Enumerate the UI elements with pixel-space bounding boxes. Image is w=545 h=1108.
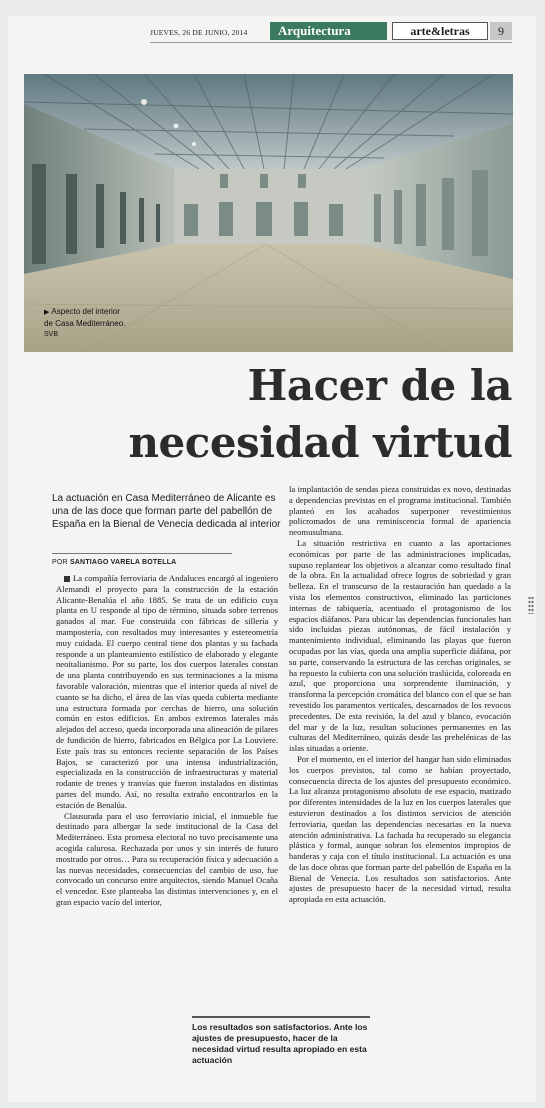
header-rule — [150, 42, 512, 43]
byline-author: SANTIAGO VARELA BOTELLA — [69, 559, 177, 566]
issue-date: JUEVES, 26 DE JUNIO, 2014 — [150, 28, 248, 37]
byline — [52, 559, 176, 566]
body-column-1 — [56, 573, 278, 908]
body-text: La compañía ferroviaria de Andaluces encargó al ingeniero Alemandi el proyecto para la construcción de la estación Alicante-Benalúa el año 1885. Se trata de un edificio cuya planta en U responde al tipo de término, situada sobre terrenos ganados al mar. Fue construida con fábricas de sillería y mampostería, con resultados muy interesantes y estereometría muy cuidada. El cuerpo central tiene dos plantas y su fachada responde a un planteamiento estilístico de elaborado y elegante neoitalianismo. Por su parte, los dos cuerpos laterales constan de una planta contribuyendo en sus terminaciones a la misma favorable valoración, mientras que el interior queda al nivel de cuanto se ha dicho, el área de las vías queda cubierta mediante una estructura formada por cerchas de hierro, una solución común en estos edificios. En ambos extremos laterales más alejados del acceso, queda incorporada una alineación de pilares de fundición de hierro, fabricados en Bélgica por La Louviere. Este país tras su entonces reciente separación de los Países Bajos, se caracterizó por una intensa industrialización, especializada en la construcción de infraestructuras y material rodante de trenes y tranvías que fueron instalados en distintas partes del mundo. Así, no resulta extraño encontrarlos en la estación de Benalúa. — [56, 573, 278, 810]
page-number: 9 — [490, 22, 512, 40]
headline-line-1: Hacer de la — [247, 361, 512, 410]
headline-line-2: necesidad virtud — [128, 418, 512, 467]
photo-credit: SVB — [44, 331, 59, 338]
byline-prefix: POR — [52, 559, 68, 566]
caption-line-2: de Casa Mediterráneo. — [44, 319, 126, 328]
paragraph-start-mark — [64, 576, 70, 582]
margin-dots — [528, 596, 534, 614]
body-paragraph: Clausurada para el uso ferroviario inicial, el inmueble fue destinado para albergar la sede institucional de la Casa del Mediterráneo. Esta promesa electoral no tuvo precisamente una acogida calurosa. Rechazada por unos y sin interés de futuro mostrado por otros… Para su recuperación física y adecuación a las nuevas necesidades, consecuencias del cambio de uso, fue convocado un concurso entre arquitectos, siendo Manuel Ocaña el vencedor. Este planteaba las distintas intervenciones y, en el gran espacio vacío del interior, — [56, 810, 278, 907]
supplement-logo: arte&letras — [392, 22, 488, 40]
deck-summary: La actuación en Casa Mediterráneo de Alicante es una de las doce que forman parte del pabellón de España en la Bienal de Venecia dedicada al interior — [52, 493, 281, 530]
body-column-2 — [289, 484, 511, 905]
pull-quote: Los resultados son satisfactorios. Ante los ajustes de presupuesto, hacer de la necesidad virtud resulta apropiado en esta actuación — [192, 1016, 370, 1066]
section-label: Arquitectura — [270, 22, 387, 40]
body-paragraph: Por el momento, en el interior del hangar han sido eliminados los cuerpos previstos, tal como se habían proyectado, consecuencia directa de los ajustes del presupuesto económico. La luz alcanza protagonismo absoluto de ese espacio, matizado por diferentes intensidades de la luz en los cuerpos laterales que estuvieron destinados a los distintos servicios de atención ferroviaria, quedan las dependencias necesarias en la nueva atención administrativa. La fachada ha recuperado su elegancia plástica y formal, aunque sobran los elementos impropios de banderas y caja con el título institucional. La actuación es una de las doce obras que forman parte del pabellón de España en la Bienal de Venecia. Los resultados son satisfactorios. Ante ajustes de presupuesto hacer de la necesidad virtud, resulta apropiada en esta actuación. — [289, 753, 511, 905]
caption-line-1: Aspecto del interior — [51, 307, 120, 316]
body-paragraph — [56, 573, 278, 811]
caption-arrow-icon: ▶ — [44, 309, 50, 316]
body-paragraph: La situación restrictiva en cuanto a las aportaciones económicas por parte de las administraciones implicadas, supuso replantear los objetivos a alcanzar como resultado final de la obra. En la actualidad ofrece logros de sobriedad y gran belleza. En el transcurso de la restauración han quedado a la vista los elementos constructivos, eliminado las particiones internas de tabiquería, acentuado el protagonismo de los espacios diáfanos. Para ubicar las dependencias funcionales han sido incluidas piezas autónomas, de fácil instalación y mantenimiento individual, eliminando las playas que fueron ocupadas por las vías, queda una amplia superficie diáfana, por su parte, conservando la estructura de las cerchas originales, se ha repuesto la cubierta con una solución traslúcida, coloreada en azul, que proporciona una sorprendente iluminación, y transforma la percepción cromática del blanco con el que se han revestido los paramentos verticales, descarnados de los revocos precedentes. De esta revisión, la del azul y blanco, evocación del mar y de la luz, resultan soluciones permanentes en las culturas del Mediterráneo, quizás desde las prehelénicas de las islas situadas a oriente. — [289, 537, 511, 754]
headline — [60, 357, 512, 471]
body-paragraph: la implantación de sendas pieza construidas ex novo, destinadas a dependencias previstas en el programa institucional. También planteó en los acabados superponer revestimientos policromados de una reminiscencia formal de apariencia neomusulmana. — [289, 484, 511, 538]
deck-rule — [52, 553, 232, 554]
photo-caption — [44, 306, 125, 340]
